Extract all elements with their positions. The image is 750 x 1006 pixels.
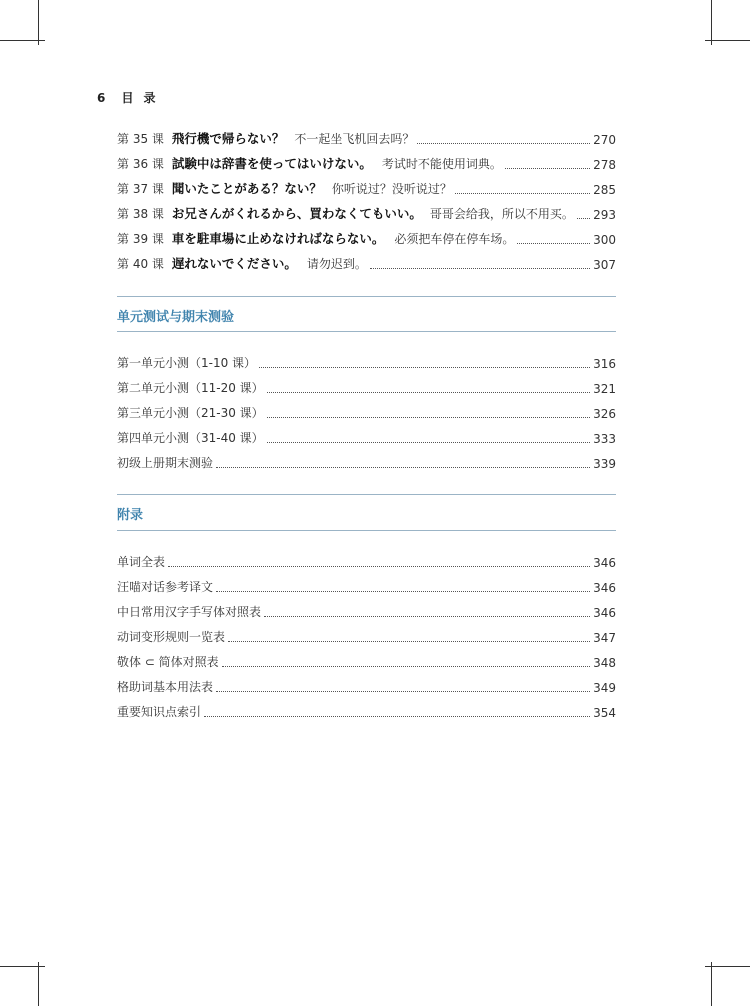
lesson-title-chinese: 必须把车停在停车场。 (394, 232, 515, 246)
page-ref: 285 (593, 183, 616, 197)
page-ref: 321 (593, 382, 616, 396)
dot-leader (267, 392, 590, 393)
page-ref: 333 (593, 432, 616, 446)
dot-leader (168, 566, 590, 567)
lesson-title-chinese: 哥哥会给我，所以不用买。 (429, 207, 574, 221)
toc-lesson-40[interactable] (117, 254, 616, 272)
lesson-number: 第 39 课 (117, 232, 164, 246)
lesson-number: 第 38 课 (117, 207, 164, 221)
toc-item[interactable] (117, 552, 616, 570)
page-ref: 346 (593, 606, 616, 620)
dot-leader (222, 666, 590, 667)
page-ref: 346 (593, 556, 616, 570)
dot-leader (259, 367, 590, 368)
lesson-number: 第 36 课 (117, 157, 164, 171)
item-label: 格助词基本用法表 (117, 680, 214, 694)
page-ref: 349 (593, 681, 616, 695)
dot-leader (370, 268, 590, 269)
lesson-title-chinese: 不一起坐飞机回去吗？ (294, 132, 415, 146)
toc-item[interactable] (117, 577, 616, 595)
lesson-title-chinese: 你听说过？没听说过？ (331, 182, 452, 196)
toc-item[interactable] (117, 602, 616, 620)
toc-lesson-38[interactable] (117, 204, 616, 222)
item-label: 重要知识点索引 (117, 705, 202, 719)
dot-leader (577, 218, 590, 219)
page-header (97, 89, 166, 106)
dot-leader (204, 716, 590, 717)
lesson-title-japanese: 遅れないでください。 (171, 256, 297, 271)
dot-leader (505, 168, 590, 169)
dot-leader (216, 467, 590, 468)
toc-lesson-37[interactable] (117, 179, 616, 197)
lesson-title-japanese: 車を駐車場に止めなければならない。 (171, 231, 385, 246)
dot-leader (216, 691, 590, 692)
page-ref: 347 (593, 631, 616, 645)
item-label: 第四单元小测（31-40 课） (117, 431, 264, 445)
toc-item[interactable] (117, 353, 616, 371)
page-ref: 293 (593, 208, 616, 222)
section-title-tests: 单元测试与期末测验 (117, 310, 235, 325)
toc-item[interactable] (117, 453, 616, 471)
lesson-title-japanese: 聞いたことがある？ない？ (171, 181, 322, 196)
page-ref: 354 (593, 706, 616, 720)
page-title: 目录 (121, 91, 166, 105)
item-label: 敬体 ⊂ 简体对照表 (117, 655, 219, 669)
section-title-appendix: 附录 (117, 508, 144, 523)
item-label: 初级上册期末测验 (117, 456, 214, 470)
page-ref: 278 (593, 158, 616, 172)
dot-leader (455, 193, 590, 194)
lesson-title-chinese: 请勿迟到。 (306, 257, 367, 271)
toc-item[interactable] (117, 627, 616, 645)
toc-item[interactable] (117, 652, 616, 670)
page-ref: 316 (593, 357, 616, 371)
toc-item[interactable] (117, 677, 616, 695)
dot-leader (267, 442, 590, 443)
lesson-title-japanese: 飛行機で帰らない？ (171, 131, 285, 146)
item-label: 第三单元小测（21-30 课） (117, 406, 264, 420)
toc-item[interactable] (117, 428, 616, 446)
lesson-number: 第 40 课 (117, 257, 164, 271)
toc-lesson-39[interactable] (117, 229, 616, 247)
lesson-title-japanese: 試験中は辞書を使ってはいけない。 (171, 156, 372, 171)
section-rule-top (117, 494, 616, 495)
item-label: 汪喵对话参考译文 (117, 580, 214, 594)
page-ref: 307 (593, 258, 616, 272)
toc-item[interactable] (117, 702, 616, 720)
section-rule-bottom (117, 530, 616, 531)
page-number: 6 (97, 91, 106, 105)
toc-item[interactable] (117, 378, 616, 396)
lesson-title-japanese: お兄さんがくれるから、買わなくてもいい。 (171, 206, 422, 221)
dot-leader (228, 641, 590, 642)
page-ref: 346 (593, 581, 616, 595)
page-ref: 339 (593, 457, 616, 471)
dot-leader (517, 243, 590, 244)
page-ref: 326 (593, 407, 616, 421)
dot-leader (267, 417, 590, 418)
dot-leader (216, 591, 590, 592)
dot-leader (264, 616, 590, 617)
lesson-title-chinese: 考试时不能使用词典。 (381, 157, 502, 171)
item-label: 中日常用汉字手写体对照表 (117, 605, 262, 619)
page-ref: 270 (593, 133, 616, 147)
lesson-number: 第 35 课 (117, 132, 164, 146)
item-label: 第一单元小测（1-10 课） (117, 356, 257, 370)
item-label: 动词变形规则一览表 (117, 630, 226, 644)
toc-item[interactable] (117, 403, 616, 421)
toc-lesson-35[interactable] (117, 129, 616, 147)
dot-leader (417, 143, 590, 144)
page-ref: 348 (593, 656, 616, 670)
lesson-number: 第 37 课 (117, 182, 164, 196)
item-label: 第二单元小测（11-20 课） (117, 381, 264, 395)
page-ref: 300 (593, 233, 616, 247)
section-rule-top (117, 296, 616, 297)
item-label: 单词全表 (117, 555, 166, 569)
section-rule-bottom (117, 331, 616, 332)
toc-lesson-36[interactable] (117, 154, 616, 172)
